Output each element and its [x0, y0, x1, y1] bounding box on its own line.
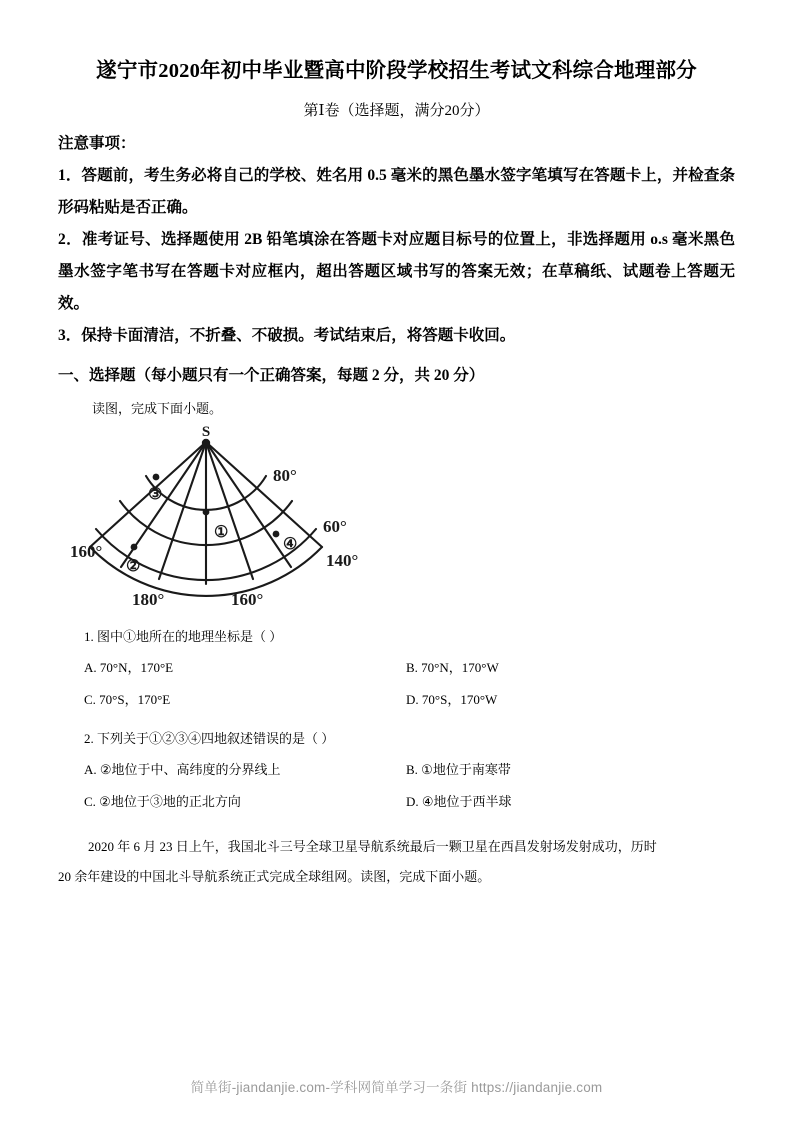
- option-row: [84, 652, 735, 684]
- point-dot-1: [203, 509, 210, 516]
- section-heading: 一、选择题（每小题只有一个正确答案，每题 2 分，共 20 分）: [58, 367, 485, 384]
- option-row: [84, 754, 735, 786]
- marker-label-3: ③: [148, 486, 163, 503]
- label-south-pole: S: [201, 424, 211, 440]
- notice-heading: 注意事项：: [58, 135, 136, 152]
- polar-projection-diagram: [68, 424, 428, 609]
- question-2-option-c[interactable]: C. ②地位于③地的正北方向: [84, 794, 241, 809]
- question-1-option-c[interactable]: C. 70°S，170°E: [84, 692, 171, 707]
- notice-item-1: 1．答题前，考生务必将自己的学校、姓名用 0.5 毫米的黑色墨水签字笔填写在答题卡上，并检查条形码粘贴是否正确。: [58, 167, 735, 216]
- footer-watermark: 简单街-jiandanjie.com-学科网简单学习一条街 https://jiandanjie.com: [190, 1080, 603, 1095]
- polar-grid-figure: [68, 424, 735, 614]
- passage-line-2: 20 余年建设的中国北斗导航系统正式完成全球组网。读图，完成下面小题。: [58, 869, 491, 884]
- marker-label-2: ②: [126, 558, 141, 575]
- point-dot-3: [153, 474, 160, 481]
- passage-line-1-text: 2020 年 6 月 23 日上午，我国北斗三号全球卫星导航系统最后一颗卫星在西昌发射场发射成功，历时: [88, 839, 657, 854]
- label-longitude-left: 160°: [70, 542, 103, 561]
- passage-line-1: [58, 832, 735, 862]
- question-1-option-a[interactable]: A. 70°N，170°E: [84, 660, 174, 675]
- page-title: 遂宁市2020年初中毕业暨高中阶段学校招生考试文科综合地理部分: [96, 60, 697, 82]
- question-2-option-a[interactable]: A. ②地位于中、高纬度的分界线上: [84, 762, 281, 777]
- question-1-options: [84, 652, 735, 716]
- option-row: [84, 684, 735, 716]
- label-longitude-140: 140°: [326, 551, 359, 570]
- point-dot-4: [273, 531, 280, 538]
- stem-intro-1: 读图，完成下面小题。: [92, 401, 223, 416]
- question-2-option-d[interactable]: D. ④地位于西半球: [406, 794, 512, 809]
- notice-item-3: 3．保持卡面清洁，不折叠、不破损。考试结束后，将答题卡收回。: [58, 327, 516, 344]
- point-dot-2: [131, 544, 138, 551]
- south-pole-marker: [202, 439, 210, 447]
- question-2-text: 2. 下列关于①②③④四地叙述错误的是（ ）: [84, 731, 335, 746]
- question-1-option-d[interactable]: D. 70°S，170°W: [406, 692, 498, 707]
- question-2-option-b[interactable]: B. ①地位于南寒带: [406, 762, 511, 777]
- option-row: [84, 786, 735, 818]
- question-1-option-b[interactable]: B. 70°N，170°W: [406, 660, 499, 675]
- question-1-text: 1. 图中①地所在的地理坐标是（ ）: [84, 629, 283, 644]
- label-longitude-180: 180°: [132, 590, 165, 609]
- marker-label-4: ④: [283, 536, 298, 553]
- question-2-options: [84, 754, 735, 818]
- notice-item-2: 2．准考证号、选择题使用 2B 铅笔填涂在答题卡对应题目标号的位置上，非选择题用 o.s 毫米黑色墨水签字笔书写在答题卡对应框内，超出答题区域书写的答案无效；在草稿纸、试题卷上答题无效。: [58, 231, 735, 312]
- passage-block: [58, 832, 735, 892]
- meridian-150e: [206, 442, 291, 567]
- label-longitude-160e: 160°: [231, 590, 264, 609]
- marker-label-1: ①: [214, 524, 229, 541]
- label-latitude-60: 60°: [323, 517, 347, 536]
- label-latitude-80: 80°: [273, 466, 297, 485]
- paper-subtitle: 第Ⅰ卷（选择题，满分20分）: [303, 103, 490, 119]
